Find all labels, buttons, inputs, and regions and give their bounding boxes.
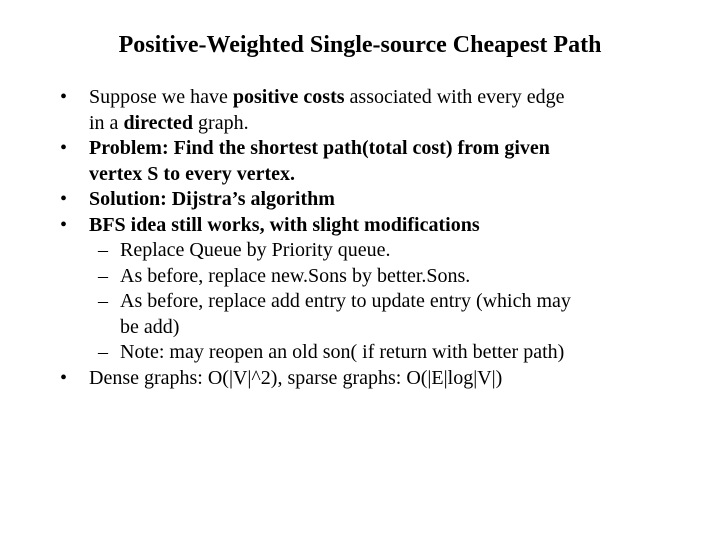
text-line (0, 187, 720, 213)
text-run: be add) (120, 315, 180, 338)
item-text (89, 187, 335, 213)
bullet-list (0, 85, 720, 391)
bullet-item (0, 136, 720, 187)
text-line (0, 136, 720, 162)
sub-bullet-item (0, 289, 720, 340)
bold-text: Problem: Find the shortest path(total cost) from given (89, 137, 550, 159)
dash-marker: – (98, 290, 108, 312)
text-run: As before, replace new.Sons by better.Sons. (120, 264, 471, 287)
bullet-marker: • (60, 137, 68, 159)
sub-bullet-item (0, 264, 720, 290)
item-text (89, 85, 564, 111)
item-text (89, 162, 295, 188)
bullet-item (0, 85, 720, 136)
text-run: Note: may reopen an old son( if return with better path) (120, 341, 565, 363)
item-text (120, 238, 390, 264)
text-line (0, 213, 720, 239)
bullet-marker: • (60, 86, 68, 108)
bold-text: vertex S to every vertex. (89, 162, 295, 185)
dash-marker: – (98, 341, 108, 363)
bold-text: Solution: Dijstra’s algorithm (89, 188, 335, 210)
text-run: associated with every edge (344, 86, 565, 108)
bullet-item (0, 213, 720, 239)
text-line (0, 366, 720, 392)
item-text (120, 264, 470, 290)
item-text (120, 289, 571, 315)
text-line (0, 289, 720, 315)
bold-text: BFS idea still works, with slight modifications (89, 213, 480, 236)
item-text (89, 136, 550, 162)
bold-text: positive costs (232, 86, 345, 108)
sub-bullet-item (0, 340, 720, 366)
bullet-marker: • (60, 366, 68, 389)
bullet-marker: • (60, 188, 68, 210)
item-text (120, 315, 179, 341)
item-text (89, 213, 480, 239)
text-run: As before, replace add entry to update entry (which may (120, 290, 571, 312)
text-line (0, 162, 720, 188)
item-text (89, 111, 249, 137)
text-run: Replace Queue by Priority queue. (120, 239, 391, 261)
item-text (89, 366, 502, 392)
slide-title: Positive-Weighted Single-source Cheapest Path (118, 32, 602, 58)
text-line (0, 238, 720, 264)
bullet-item (0, 366, 720, 392)
text-run: Dense graphs: O(|V|^2), sparse graphs: O(|E|log|V|) (89, 366, 503, 389)
text-line (0, 340, 720, 366)
dash-marker: – (98, 264, 108, 287)
item-text (120, 340, 564, 366)
text-line (0, 264, 720, 290)
text-run: graph. (193, 111, 249, 134)
dash-marker: – (98, 239, 108, 261)
text-line (0, 85, 720, 111)
bullet-item (0, 187, 720, 213)
text-run: in a (89, 111, 124, 134)
text-run: Suppose we have (89, 86, 233, 108)
text-line (0, 111, 720, 137)
bold-text: directed (123, 111, 194, 134)
sub-bullet-item (0, 238, 720, 264)
bullet-marker: • (60, 213, 68, 236)
text-line (0, 315, 720, 341)
